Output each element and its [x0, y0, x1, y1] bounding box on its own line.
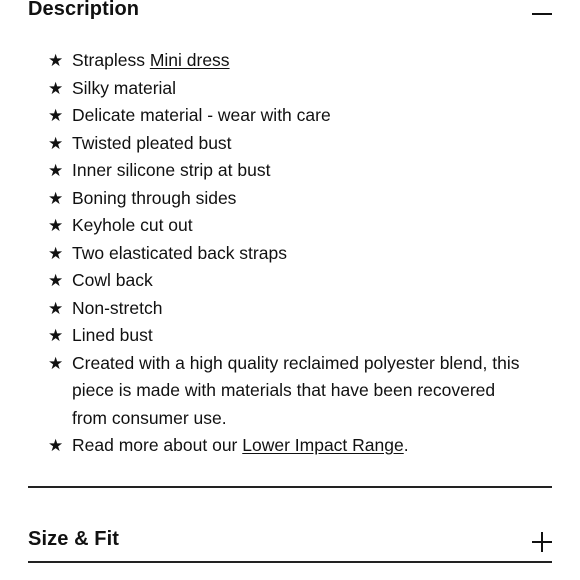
star-icon: ★: [48, 298, 64, 318]
list-item: ★ Cowl back: [48, 267, 528, 295]
list-item: ★ Created with a high quality reclaimed polyester blend, this piece is made with materials that have been recovered from consumer use.: [48, 350, 528, 433]
star-icon: ★: [48, 216, 64, 235]
star-icon: ★: [48, 106, 64, 125]
description-title: Description: [28, 0, 140, 20]
mini-dress-link[interactable]: Mini dress: [149, 50, 230, 70]
star-icon: ★: [48, 78, 64, 98]
list-item: ★ Silky material: [48, 75, 528, 103]
list-item: ★ Non-stretch: [48, 295, 528, 323]
plus-icon[interactable]: [532, 532, 552, 552]
star-icon: ★: [48, 326, 64, 345]
list-item: ★ Read more about our Lower Impact Range.: [48, 432, 528, 460]
list-item: ★ Keyhole cut out: [48, 212, 528, 240]
size-fit-header[interactable]: [28, 522, 552, 556]
star-icon: ★: [48, 51, 64, 70]
list-item: ★ Strapless Mini dress: [48, 47, 528, 75]
section-divider: [28, 561, 552, 563]
list-item: ★ Lined bust: [48, 322, 528, 350]
list-item: ★ Inner silicone strip at bust: [48, 157, 528, 185]
list-item: ★ Twisted pleated bust: [48, 130, 528, 158]
list-item: ★ Boning through sides: [48, 185, 528, 213]
size-fit-title: Size & Fit: [28, 527, 120, 550]
star-icon: ★: [48, 353, 64, 373]
star-icon: ★: [48, 188, 64, 208]
section-divider: [28, 486, 552, 488]
description-list: [48, 47, 528, 460]
list-item: ★ Delicate material - wear with care: [48, 102, 528, 130]
lower-impact-range-link[interactable]: Lower Impact Range: [242, 435, 404, 455]
description-header[interactable]: [28, 0, 552, 24]
star-icon: ★: [48, 243, 64, 263]
star-icon: ★: [48, 436, 64, 455]
minus-icon[interactable]: [532, 4, 552, 24]
star-icon: ★: [48, 161, 64, 180]
star-icon: ★: [48, 133, 64, 153]
list-item: ★ Two elasticated back straps: [48, 240, 528, 268]
star-icon: ★: [48, 271, 64, 290]
